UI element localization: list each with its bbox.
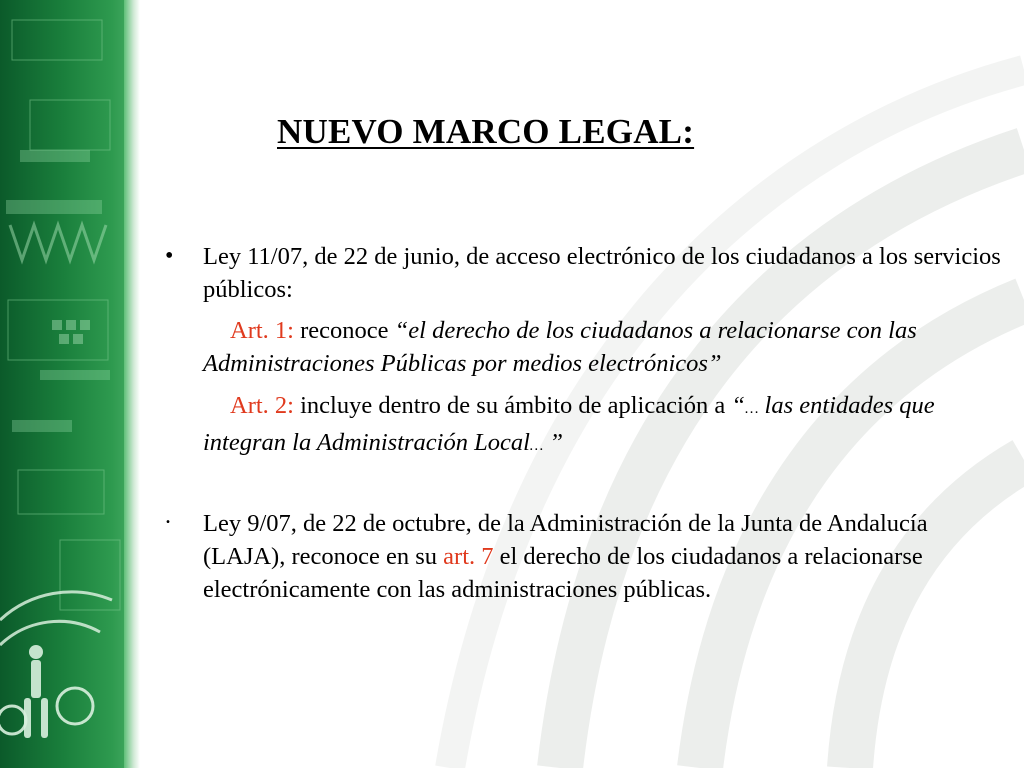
sidebar-decoration [0, 0, 140, 768]
bullet-text: Ley 11/07, de 22 de junio, de acceso electrónico de los ciudadanos a los servicios públicos: [203, 243, 1001, 303]
bullet-marker: • [165, 243, 174, 269]
slide-title: NUEVO MARCO LEGAL: [277, 112, 695, 151]
bullet-marker: . [165, 503, 171, 529]
bullet-ley-9-07: Ley 9/07, de 22 de octubre, de la Administración de la Junta de Andalucía (LAJA), reconoce en su art. 7 el derecho de los ciudadanos a relacionarse electrónicamente con las administraciones públicas. [203, 510, 928, 603]
article-label: Art. 1: [230, 317, 294, 344]
article-text: incluye dentro de su ámbito de aplicación a [293, 392, 732, 419]
article-quote: “el derecho de los ciudadanos a relacionarse con las Administraciones Públicas por medios electrónicos” [203, 317, 917, 377]
bullet-ley-11-07 [203, 240, 1003, 306]
article-1 [203, 314, 1003, 380]
article-label: Art. 2: [230, 392, 294, 419]
article-2 [203, 389, 1003, 463]
article-text: reconoce [293, 317, 395, 344]
article-quote: “… las entidades que integran la Administración Local… ” [203, 392, 935, 456]
article-7-highlight: art. 7 [443, 543, 494, 570]
